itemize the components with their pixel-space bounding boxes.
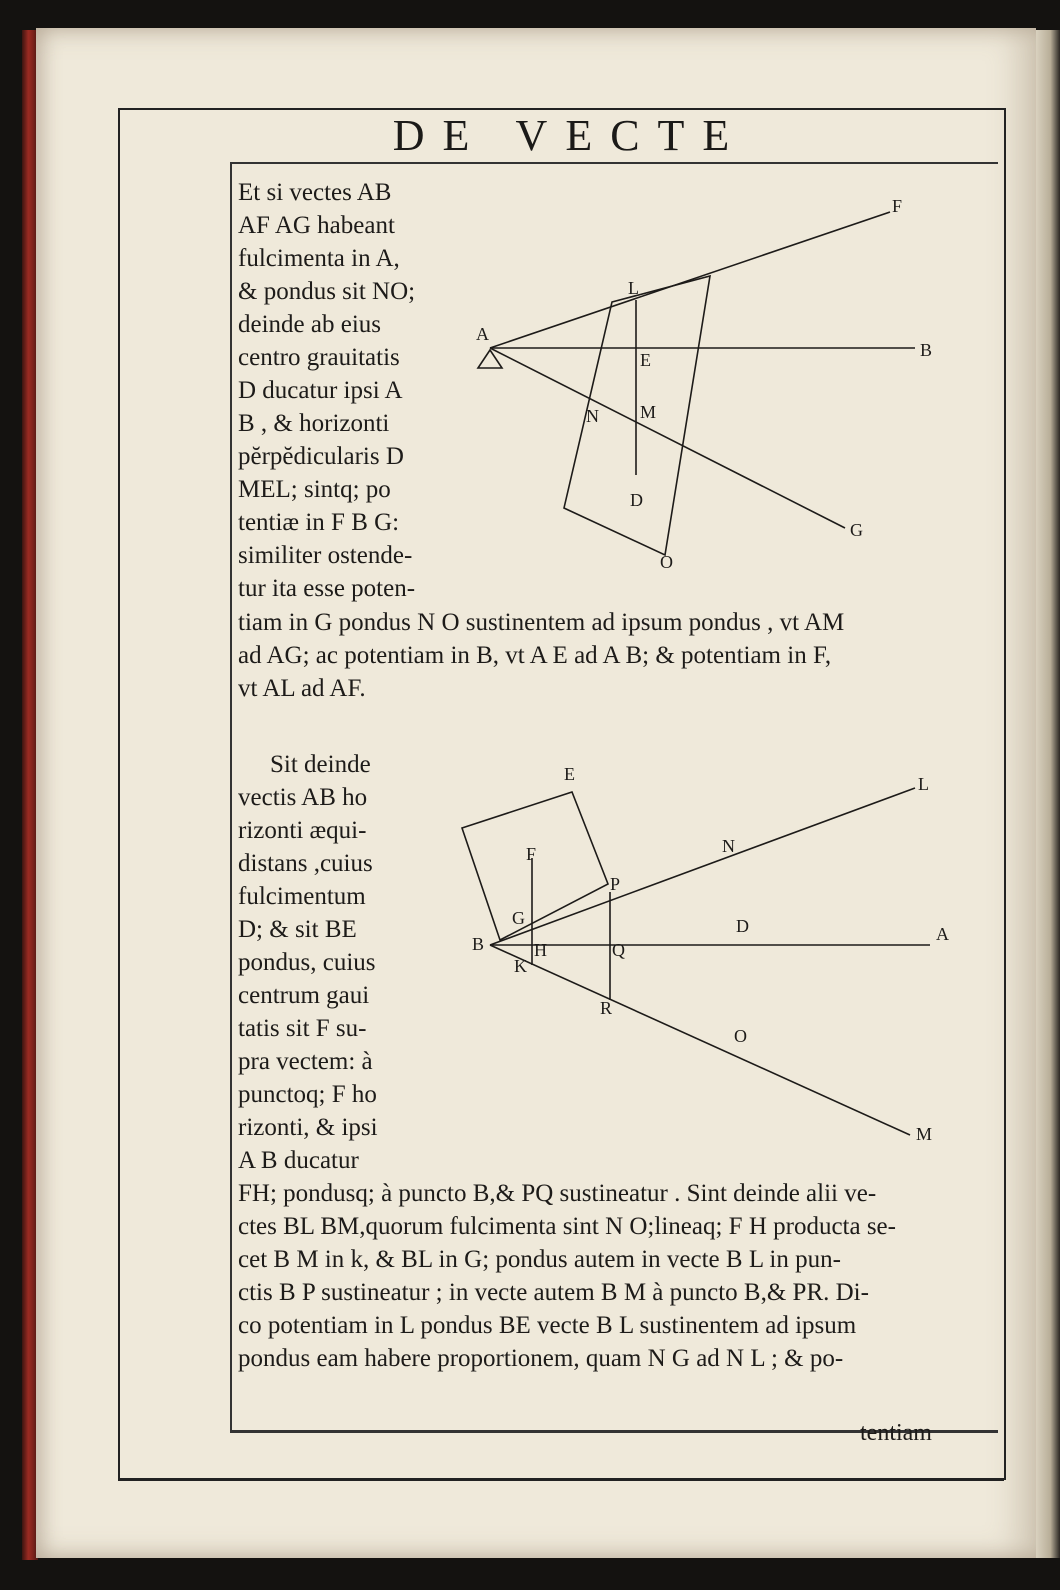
text-line: FH; pondusq; à puncto B,& PQ sustineatur . Sint deinde alii ve-	[238, 1180, 877, 1207]
paragraph-2-wide	[238, 1177, 896, 1375]
fig2-label-P: P	[610, 874, 621, 894]
figure-1-diagram	[460, 190, 980, 580]
fig1-label-N: N	[586, 406, 599, 426]
fig2-weight-BE	[462, 792, 608, 940]
text-line: ad AG; ac potentiam in B, vt A E ad A B; & potentiam in F,	[238, 642, 832, 669]
fig1-label-O: O	[660, 552, 673, 572]
text-line: rizonti, & ipsi	[238, 1114, 378, 1141]
fig2-label-N: N	[722, 836, 735, 856]
fig1-label-F: F	[892, 196, 903, 216]
text-line: tentiæ in F B G:	[238, 509, 400, 536]
paragraph-1-wide	[238, 606, 844, 705]
text-line: pondus eam habere proportionem, quam N G ad N L ; & po-	[238, 1345, 844, 1372]
text-line: B , & horizonti	[238, 410, 390, 437]
text-line: A B ducatur	[238, 1147, 359, 1174]
fig1-label-B: B	[920, 340, 933, 360]
page-edge	[1036, 30, 1060, 1558]
text-line: rizonti æqui-	[238, 817, 367, 844]
text-line: pĕrpĕdicularis D	[238, 443, 404, 470]
text-line: ctis B P sustineatur ; in vecte autem B M à puncto B,& PR. Di-	[238, 1279, 869, 1306]
fig1-line-AF	[490, 212, 890, 348]
fig2-line-BL	[490, 788, 915, 945]
text-line: tur ita esse poten-	[238, 575, 416, 602]
fig1-line-AG	[490, 348, 845, 528]
text-line: ctes BL BM,quorum fulcimenta sint N O;lineaq; F H producta se-	[238, 1213, 896, 1240]
fig1-label-A: A	[476, 324, 489, 344]
fig2-label-M: M	[916, 1124, 933, 1144]
catchword: tentiam	[860, 1420, 932, 1446]
text-line: cet B M in k, & BL in G; pondus autem in vecte B L in pun-	[238, 1246, 841, 1273]
text-line: pra vectem: à	[238, 1048, 373, 1075]
fig2-line-BM	[490, 945, 910, 1135]
fig2-label-O: O	[734, 1026, 747, 1046]
fig1-label-D: D	[630, 490, 643, 510]
text-line: Sit deinde	[270, 751, 371, 778]
text-line: fulcimentum	[238, 883, 366, 910]
page-title: DE VECTE	[392, 111, 748, 160]
fig2-label-B: B	[472, 934, 485, 954]
text-line: centrum gaui	[238, 982, 370, 1009]
text-line: centro grauitatis	[238, 344, 400, 371]
fig1-label-E: E	[640, 350, 651, 370]
text-line: punctoq; F ho	[238, 1081, 377, 1108]
text-line: distans ,cuius	[238, 850, 373, 877]
text-line: D ducatur ipsi A	[238, 377, 403, 404]
fig1-label-M: M	[640, 402, 657, 422]
text-line: vectis AB ho	[238, 784, 368, 811]
text-line: similiter ostende-	[238, 542, 413, 569]
fig2-label-D: D	[736, 916, 749, 936]
text-line: AF AG habeant	[238, 212, 395, 239]
fig2-label-L: L	[918, 774, 929, 794]
text-line: fulcimenta in A,	[238, 245, 400, 272]
page-frame-bottom-rule	[118, 1478, 1004, 1481]
text-line: vt AL ad AF.	[238, 675, 366, 702]
fig2-label-A: A	[936, 924, 949, 944]
fig2-label-E: E	[564, 764, 575, 784]
text-line: tiam in G pondus N O sustinentem ad ipsum pondus , vt AM	[238, 609, 845, 636]
figure-2-diagram	[470, 760, 970, 1160]
paragraph-2-narrow	[238, 748, 378, 1177]
fig1-label-G: G	[850, 520, 863, 540]
fig2-label-H: H	[534, 940, 547, 960]
text-line: & pondus sit NO;	[238, 278, 416, 305]
text-line: pondus, cuius	[238, 949, 376, 976]
fig2-label-K: K	[514, 956, 527, 976]
paragraph-1-narrow	[238, 176, 415, 605]
text-line: Et si vectes AB	[238, 179, 392, 206]
text-line: D; & sit BE	[238, 916, 357, 943]
fig2-label-F: F	[526, 844, 537, 864]
fig2-label-G: G	[512, 908, 525, 928]
text-line: deinde ab eius	[238, 311, 382, 338]
text-line: co potentiam in L pondus BE vecte B L sustinentem ad ipsum	[238, 1312, 857, 1339]
fig2-label-R: R	[600, 998, 613, 1018]
fig2-label-Q: Q	[612, 940, 625, 960]
fig1-label-L: L	[628, 278, 639, 298]
text-line: MEL; sintq; po	[238, 476, 391, 503]
text-line: tatis sit F su-	[238, 1015, 367, 1042]
